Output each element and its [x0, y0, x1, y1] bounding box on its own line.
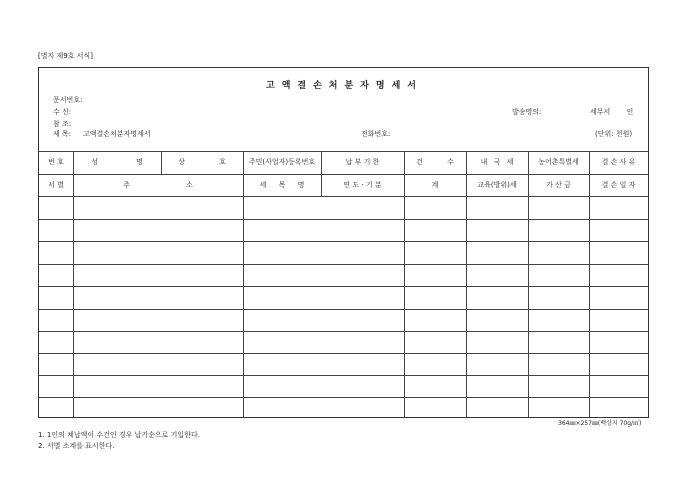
grid-line	[39, 375, 648, 376]
col-header-domestic-tax: 내 국 세	[480, 158, 514, 166]
grid-line	[528, 151, 529, 417]
grid-line	[39, 264, 648, 265]
grid-line	[466, 151, 467, 417]
recipient-label: 수 신:	[53, 108, 72, 116]
col-header-trade-name: 상 호	[178, 158, 226, 166]
subject-label: 제 목:	[53, 130, 72, 138]
grid-line	[39, 219, 648, 220]
grid-line	[39, 309, 648, 310]
col-header-year-period: 연 도 · 기 분	[343, 181, 382, 189]
col-header-registration-no: 주민(사업자)등록번호	[248, 158, 316, 166]
note-2: 2. 서별 소계를 표시한다.	[38, 442, 115, 450]
note-1: 1. 1인의 체납액이 수건인 경우 납기순으로 기입한다.	[38, 431, 200, 439]
unit-label: (단위: 천원)	[595, 130, 633, 138]
col-header-loss-date: 결 손 일 자	[601, 181, 636, 189]
form-title: 고액결손처분자명세서	[266, 81, 423, 91]
grid-line	[39, 331, 648, 332]
grid-line	[321, 151, 322, 196]
col-header-name: 성 명	[91, 158, 143, 166]
col-header-count: 건 수	[416, 158, 454, 166]
grid-line	[39, 151, 648, 152]
reference-label: 참 조:	[53, 120, 72, 128]
sender-label: 발송명의:	[512, 108, 542, 116]
col-header-number: 번 호	[48, 158, 64, 166]
form-sheet	[38, 67, 649, 418]
col-header-office: 서 별	[48, 181, 64, 189]
col-header-total: 계	[431, 181, 439, 189]
grid-line	[404, 151, 405, 417]
grid-line	[39, 241, 648, 242]
grid-line	[73, 151, 74, 417]
col-header-tax-item: 세 목 명	[259, 181, 305, 189]
grid-line	[39, 286, 648, 287]
form-label: [별지 제9호 서식]	[38, 52, 93, 60]
grid-line	[39, 174, 648, 175]
col-header-loss-reason: 결 손 사 유	[601, 158, 636, 166]
grid-line	[39, 353, 648, 354]
col-header-rural-tax: 농어촌특별세	[538, 158, 579, 166]
paper-spec: 364㎜×257㎜(백상지 70g/㎡)	[558, 420, 642, 427]
col-header-address: 주 소	[123, 181, 193, 189]
phone-label: 전화번호:	[361, 130, 391, 138]
sender-value: 세무서 인	[590, 108, 634, 116]
subject-value: 고액결손처분자명세서	[83, 130, 151, 138]
grid-line	[589, 151, 590, 417]
grid-line	[39, 196, 648, 197]
grid-line	[243, 151, 244, 417]
col-header-due-date: 납 부 기 한	[345, 158, 380, 166]
grid-line	[39, 397, 648, 398]
col-header-penalty: 가 산 금	[546, 181, 571, 189]
col-header-education-tax: 교육(방위)세	[477, 181, 517, 189]
doc-no-label: 문서번호:	[53, 96, 83, 104]
